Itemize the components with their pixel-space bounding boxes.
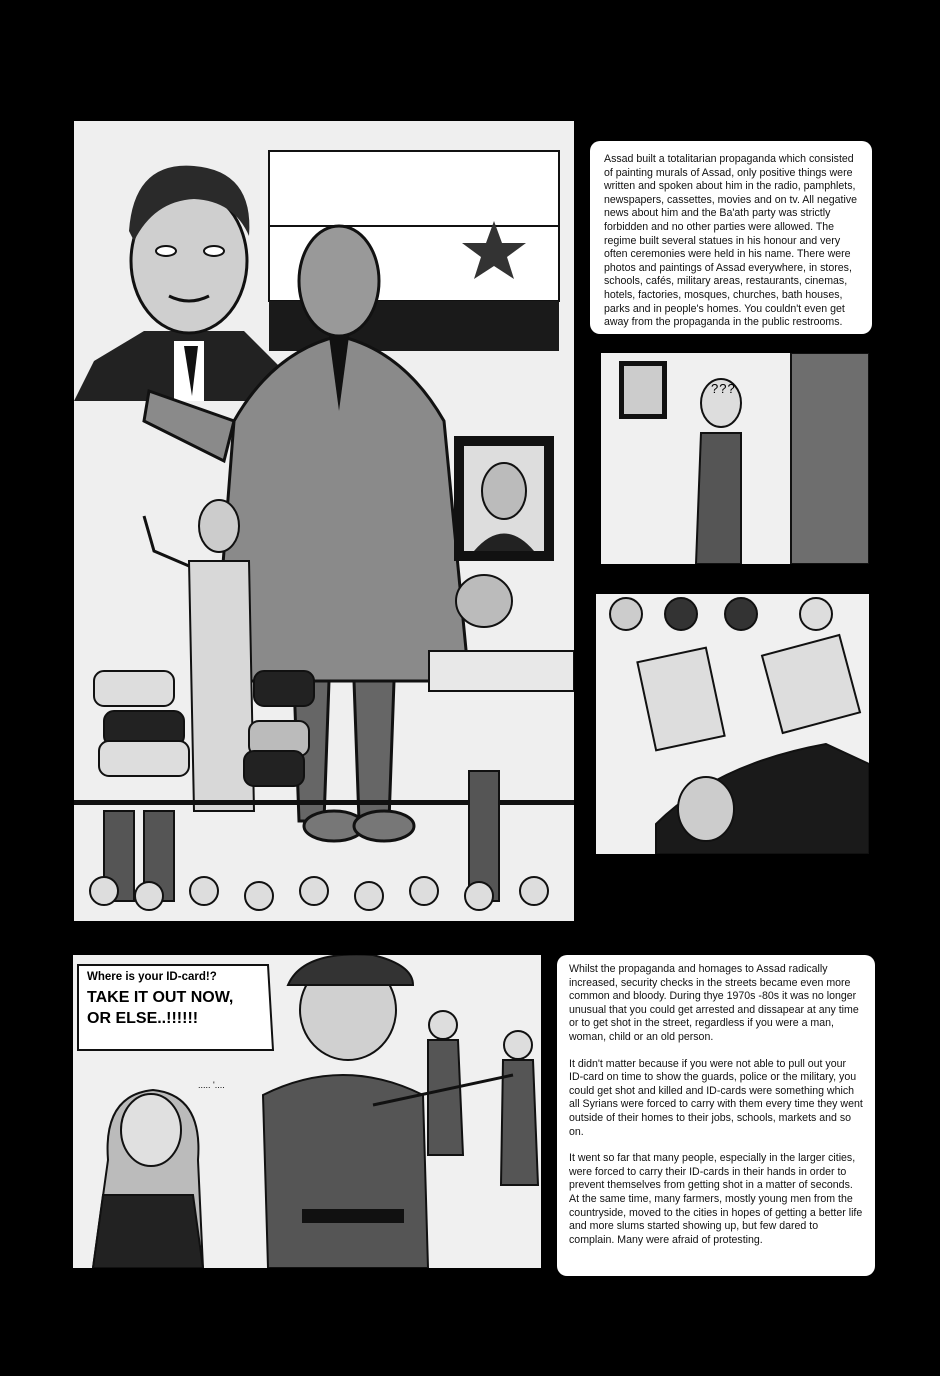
- speech-shout-line1: TAKE IT OUT NOW,: [87, 989, 234, 1006]
- speech-question: Where is your ID-card!?: [87, 971, 217, 983]
- caption-security-checks: [557, 955, 875, 1276]
- caption-propaganda: [590, 141, 872, 334]
- kids-portraits-illustration: [596, 594, 869, 854]
- panel-restroom: [601, 353, 869, 564]
- whisper-text: ..... '....: [198, 1080, 225, 1090]
- panel-id-check: [73, 955, 541, 1268]
- propaganda-mural-illustration: [74, 121, 574, 921]
- speech-shout-line2: OR ELSE..!!!!!!: [87, 1010, 199, 1027]
- caption-security-checks-p3: It went so far that many people, especially in the larger cities, were forced to carry their ID-cards in their hands in order to prevent themselves from getting shot in a matter of seconds. At the same time, many farmers, mostly young men from the countryside, moved to the cities in hopes of getting a better life and more slums started showing up, but few dared to complain. Many were afraid of protesting.: [569, 1152, 863, 1246]
- caption-security-checks-p2: It didn't matter because if you were not able to pull out your ID-card on time to show the guards, police or the military, you could get shot and killed and ID-cards were something which all Syrians were forced to carry with them every time they went outside of their homes to their jobs, schools, markets and so on.: [569, 1057, 863, 1138]
- panel-kids-portraits: [596, 594, 869, 854]
- framed-portrait: [454, 436, 554, 561]
- caption-security-checks-p1: Whilst the propaganda and homages to Assad radically increased, security checks in the streets became even more common and bloody. During thye 1970s -80s it was no longer unusual that you could get arrested and dissapear at any time or to get shot in the street, regardless if you were a man, woman, child or an old person.: [569, 963, 859, 1043]
- confused-sound-text: ???: [711, 381, 736, 396]
- panel-propaganda-mural: [74, 121, 574, 921]
- caption-propaganda-text: Assad built a totalitarian propaganda which consisted of painting murals of Assad, only positive things were written and spoken about him in the radio, pamphlets, newspapers, cassettes, movies and on tv. All negative news about him and the Ba'ath party was strictly forbidden and no other parties were allowed. The regime built several statues in his honour and very often ceremonies were held in his name. There were photos and paintings of Assad everywhere, in stores, schools, cafés, military areas, restaurants, cinemas, hotels, factories, mosques, churches, bath houses, parks and in people's homes. You couldn't even get away from the propaganda in the public restrooms.: [604, 153, 858, 329]
